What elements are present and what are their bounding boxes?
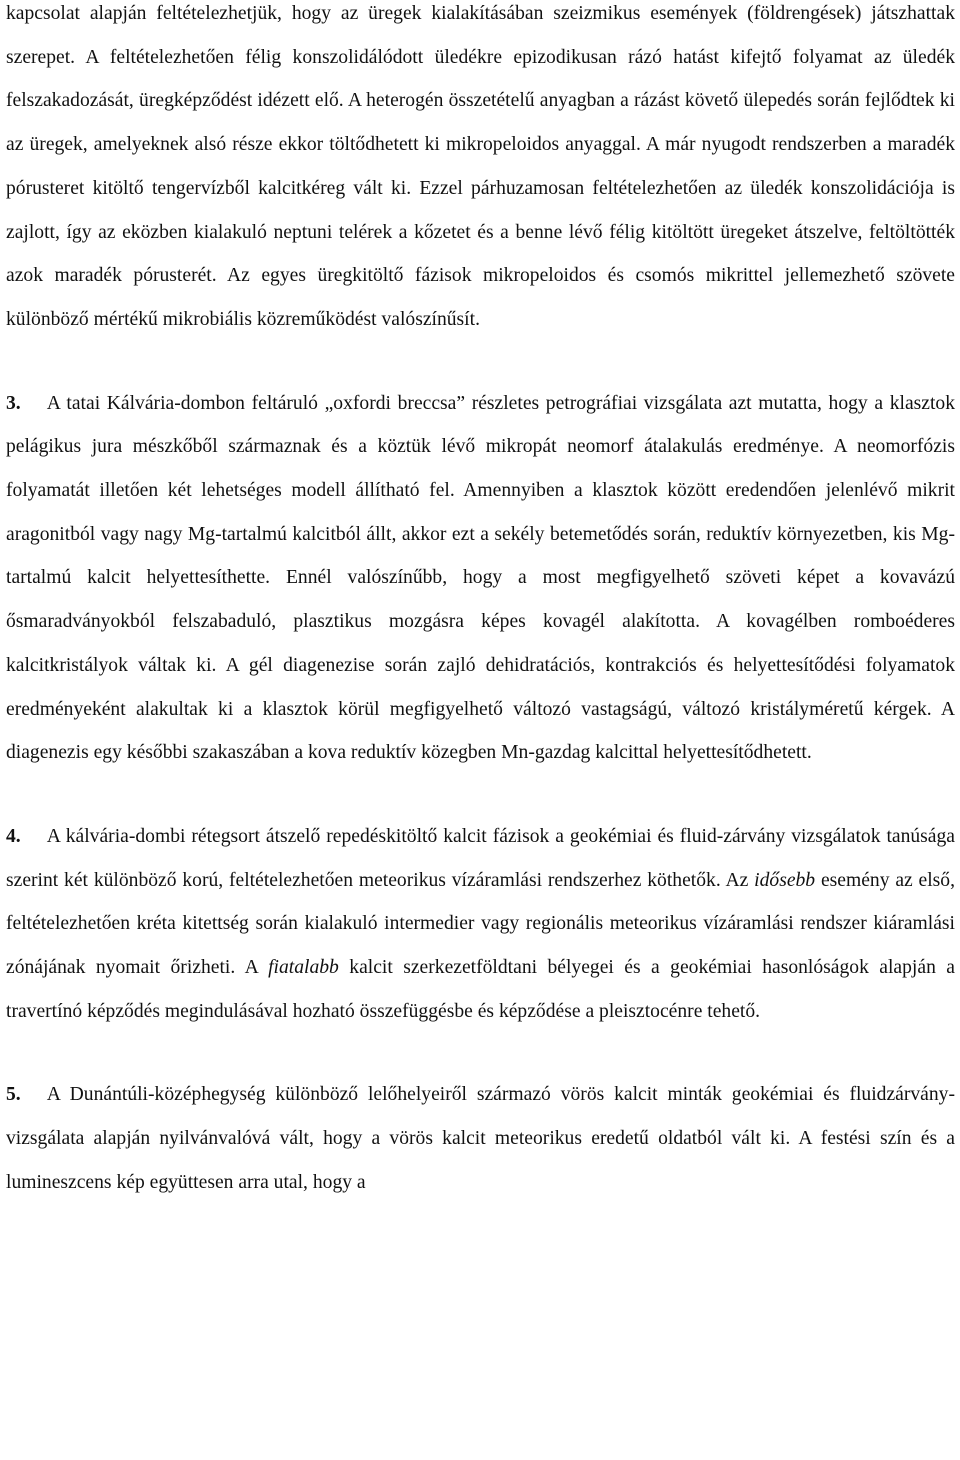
paragraph-text: A kálvária-dombi rétegsort átszelő repedéskitöltő kalcit fázisok a geokémiai és fluid-zárvány vizsgálatok tanúsága szerint két különböző korú, feltételezhetően meteorikus vízáramlási rendszerhez köthetők. Az [6,825,955,891]
paragraph-text: A Dunántúli-középhegység különböző lelőhelyeiről származó vörös kalcit minták geokémiai és fluidzárvány-vizsgálata alapján nyilvánvalóvá vált, hogy a vörös kalcit meteorikus eredetű oldatból vált ki. A festési szín és a lumineszcens kép együttesen arra utal, hogy a [6,1084,955,1193]
paragraph-gap [6,342,955,382]
paragraph-number: 3. [6,392,21,414]
paragraph-text: A tatai Kálvária-dombon feltáruló „oxfordi breccsa” részletes petrográfiai vizsgálata azt mutatta, hogy a klasztok pelágikus jura mészkőből származnak és a köztük lévő mikropát neomorf átalakulás eredménye. A neomorfózis folyamatát illetően két lehetséges modell állítható fel. Amennyiben a klasztok között eredendően jelenlévő mikrit aragonitból vagy nagy Mg-tartalmú kalcitból állt, akkor ezt a sekély betemetődés során, reduktív környezetben, kis Mg-tartalmú kalcit helyettesíthette. Ennél valószínűbb, hogy a most megfigyelhető szöveti képet a kovavázú ősmaradványokból felszabaduló, plasztikus mozgásra képes kovagél alakította. A kovagélben romboéderes kalcitkristályok váltak ki. A gél diagenezise során zajló dehidratációs, kontrakciós és helyettesítődési folyamatok eredményeként alakultak ki a klasztok körül megfigyelhető változó vastagságú, változó kristályméretű kérgek. A diagenezis egy későbbi szakaszában a kova reduktív közegben Mn-gazdag kalcittal helyettesítődhetett. [6,392,955,764]
paragraph-number: 5. [6,1084,21,1106]
paragraph-5 [6,1073,955,1204]
paragraph-4 [6,815,955,1034]
paragraph-gap [6,1033,955,1073]
paragraph-gap [6,775,955,815]
paragraph-number: 4. [6,825,21,847]
paragraph-3 [6,382,955,775]
emphasis-older: idősebb [754,869,816,891]
paragraph-text: kalcit szerkezetföldtani bélyegei és a geokémiai hasonlóságok alapján a travertínó képződés megindulásával hozható összefüggésbe és képződése a pleisztocénre tehető. [6,957,955,1022]
paragraph-text: esemény az első, feltételezhetően kréta kitettség során kialakuló intermedier vagy regionális meteorikus vízáramlási rendszer kiáramlási zónájának nyomait őrizheti. A [6,869,955,979]
emphasis-younger: fiatalabb [268,957,339,979]
paragraph-continuation [6,0,955,342]
paragraph-text: kapcsolat alapján feltételezhetjük, hogy az üregek kialakításában szeizmikus események (földrengések) játszhattak szerepet. A feltételezhetően félig konszolidálódott üledékre epizodikusan rázó hatást kifejtő folyamat az üledék felszakadozását, üregképződést idézett elő. A heterogén összetételű anyagban a rázást követő ülepedés során fejlődtek ki az üregek, amelyeknek alsó része ekkor töltődhetett ki mikropeloidos anyaggal. A már nyugodt rendszerben a maradék pórusteret kitöltő tengervízből kalcitkéreg vált ki. Ezzel párhuzamosan feltételezhetően az üledék konszolidációja is zajlott, így az eközben kialakuló neptuni telérek a kőzetet és a benne lévő félig kitöltött üregeket átszelve, feltöltötték azok maradék pórusterét. Az egyes üregkitöltő fázisok mikropeloidos és csomós mikrittel jellemezhető szövete különböző mértékű mikrobiális közreműködést valószínűsít. [6,3,955,330]
